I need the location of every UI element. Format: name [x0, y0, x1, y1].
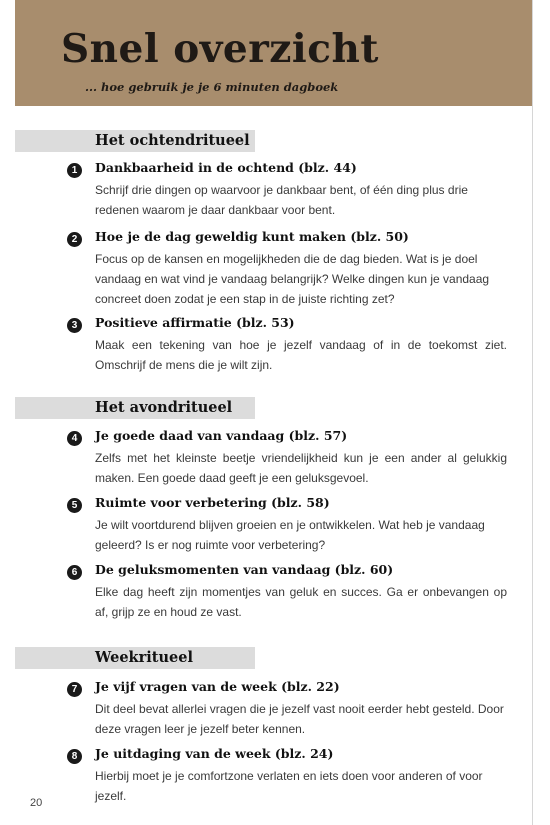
item-number-badge: 1 — [67, 163, 82, 178]
item-description — [95, 582, 507, 622]
description-line: concreet doen zodat je een stap in de juiste richting zet? — [95, 292, 395, 306]
description-line: Hierbij moet je je comfortzone verlaten en iets doen voor anderen of voor — [95, 769, 483, 783]
item-number-badge: 2 — [67, 232, 82, 247]
page-subtitle: ... hoe gebruik je je 6 minuten dagboek — [85, 80, 339, 94]
item-title: Je uitdaging van de week (blz. 24) — [95, 746, 334, 761]
description-line: deze vragen leer je jezelf beter kennen. — [95, 722, 306, 736]
description-line: Dit deel bevat allerlei vragen die je jezelf vast nooit eerder hebt gesteld. Door — [95, 702, 504, 716]
page-title: Snel overzicht — [61, 26, 379, 72]
description-line: redenen waarom je daar dankbaar voor bent. — [95, 203, 336, 217]
item-description — [95, 766, 507, 806]
item-title: Positieve affirmatie (blz. 53) — [95, 315, 295, 330]
description-line: af, grijp ze en houd ze vast. — [95, 605, 242, 619]
item-title: Je vijf vragen van de week (blz. 22) — [95, 679, 340, 694]
item-number-badge: 7 — [67, 682, 82, 697]
item-title: Dankbaarheid in de ochtend (blz. 44) — [95, 160, 357, 175]
section-title: Weekritueel — [95, 649, 193, 666]
page-edge-line — [532, 0, 533, 825]
item-description — [95, 515, 507, 555]
item-description — [95, 180, 507, 220]
description-line: Zelfs met het kleinste beetje vriendelijkheid kun je een ander al gelukkig — [95, 451, 507, 465]
item-number-badge: 8 — [67, 749, 82, 764]
section-header-avondritueel — [15, 397, 255, 419]
item-number-badge: 3 — [67, 318, 82, 333]
item-title: De geluksmomenten van vandaag (blz. 60) — [95, 562, 394, 577]
description-line: Je wilt voortdurend blijven groeien en je ontwikkelen. Wat heb je vandaag — [95, 518, 485, 532]
page-number: 20 — [30, 797, 43, 809]
description-line: jezelf. — [95, 789, 127, 803]
section-header-ochtendritueel — [15, 130, 255, 152]
item-description — [95, 699, 507, 739]
item-title: Ruimte voor verbetering (blz. 58) — [95, 495, 330, 510]
description-line: Omschrijf de mens die je wilt zijn. — [95, 358, 273, 372]
section-header-weekritueel — [15, 647, 255, 669]
item-description — [95, 448, 507, 488]
description-line: vandaag en wat vind je vandaag belangrijk? Welke dingen kun je vandaag — [95, 272, 490, 286]
section-title: Het avondritueel — [95, 399, 233, 416]
description-line: geleerd? Is er nog ruimte voor verbetering? — [95, 538, 326, 552]
item-title: Je goede daad van vandaag (blz. 57) — [95, 428, 348, 443]
description-line: Focus op de kansen en mogelijkheden die de dag bieden. Wat is je doel — [95, 252, 478, 266]
item-description — [95, 335, 507, 375]
section-title: Het ochtendritueel — [95, 132, 250, 149]
description-line: Maak een tekening van hoe je jezelf vandaag of in de toekomst ziet. — [95, 338, 507, 352]
description-line: maken. Een goede daad geeft je een geluksgevoel. — [95, 471, 369, 485]
item-number-badge: 4 — [67, 431, 82, 446]
item-description — [95, 249, 507, 309]
item-title: Hoe je de dag geweldig kunt maken (blz. 50) — [95, 229, 409, 244]
description-line: Schrijf drie dingen op waarvoor je dankbaar bent, of één ding plus drie — [95, 183, 468, 197]
header-band — [15, 0, 532, 106]
item-number-badge: 5 — [67, 498, 82, 513]
item-number-badge: 6 — [67, 565, 82, 580]
description-line: Elke dag heeft zijn momentjes van geluk en succes. Ga er onbevangen op — [95, 585, 507, 599]
